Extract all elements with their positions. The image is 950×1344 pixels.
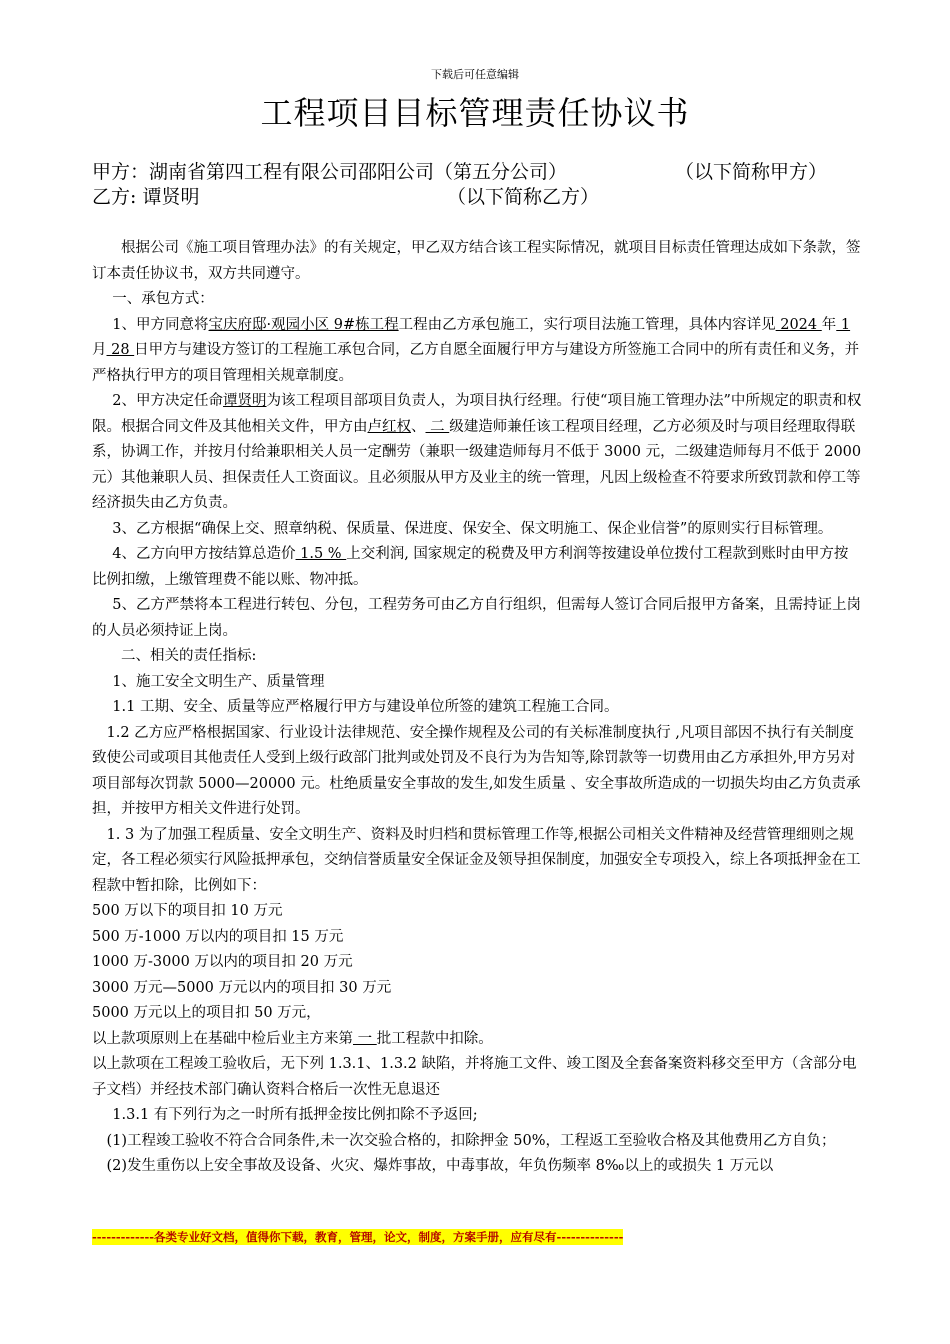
clause-2 — [92, 389, 862, 517]
item-1-3: 1. 3 为了加强工程质量、安全文明生产、资料及时归档和贯标管理工作等,根据公司相关文件精神及经营管理细则之规定，各工程必须实行风险抵押承包，交纳信誉质量安全保证金及领导担保制度，加强安全专项投入，综上各项抵押金在工程款中暂扣除，比例如下： — [92, 826, 861, 894]
forfeit-item-1: (1)工程竣工验收不符合合同条件,未一次交验合格的，扣除押金 50%，工程返工至验收合格及其他费用乙方自负； — [106, 1132, 836, 1149]
profit-rate: 1.5 % — [295, 546, 347, 562]
project-manager-name: 谭贤明 — [223, 393, 267, 409]
party-a-label: 甲方：湖南省第四工程有限公司邵阳公司（第五分公司） — [92, 161, 568, 183]
clause-2-text: 为该工程项目部项目负责人，为项目执行经理。行使“项目施工管理办法”中所规定的职责和权限。根据合同文件及其他相关文件，甲方由 — [92, 393, 862, 435]
contract-year: 2024 — [775, 316, 822, 333]
deposit-tier: 1000 万-3000 万以内的项目扣 20 万元 — [92, 954, 353, 970]
item-1-2: 1.2 乙方应严格根据国家、行业设计法律规范、安全操作规程及公司的有关标准制度执行 ,凡项目部因不执行有关制度致使公司或项目其他责任人受到上级行政部门批判或处罚及不良行为为告知等,除罚款等一切费用由乙方承担外,甲方另对项目部每次罚款 5000—20000 元。杜绝质量安全事故的发生,如发生质量 、安全事故所造成的一切损失均由乙方负责承担，并按甲方相关文件进行处罚。 — [92, 724, 861, 817]
party-a-abbr: （以下简称甲方） — [675, 161, 828, 183]
header-note: 下载后可任意编辑 — [431, 68, 519, 81]
footer-banner: -------------各类专业好文档，值得你下载，教育，管理，论文，制度，方案手册，应有尽有-------------- — [92, 1230, 624, 1244]
section-1-heading: 一、承包方式： — [112, 291, 214, 307]
deduction-text: 批工程款中扣除。 — [376, 1030, 493, 1047]
deduction-note — [92, 1027, 862, 1053]
agreement-body — [92, 236, 862, 1180]
clause-1-text: 月 — [92, 342, 107, 358]
engineer-name: 卢红权 — [367, 418, 411, 435]
item-1-3-1: 1.3.1 有下列行为之一时所有抵押金按比例扣除不予返回; — [112, 1107, 478, 1123]
clause-2-text: 、 — [411, 418, 426, 435]
deposit-tier: 3000 万元—5000 万元以内的项目扣 30 万元 — [92, 979, 392, 996]
section-2-heading: 二、相关的责任指标: — [121, 648, 257, 664]
deposit-tier: 500 万以下的项目扣 10 万元 — [92, 903, 283, 919]
intro-paragraph: 根据公司《施工项目管理办法》的有关规定，甲乙双方结合该工程实际情况，就项目目标责任管理达成如下条款，签订本责任协议书，双方共同遵守。 — [92, 240, 861, 282]
party-b-line — [92, 182, 600, 209]
contract-month: 1 — [836, 316, 851, 333]
party-a-line — [92, 157, 828, 184]
clause-3: 3、乙方根据“确保上交、照章纳税、保质量、保进度、保安全、保文明施工、保企业信誉”的原则实行目标管理。 — [112, 520, 833, 537]
contract-day: 28 — [106, 342, 135, 358]
clause-1 — [92, 313, 862, 390]
forfeit-item-2: (2)发生重伤以上安全事故及设备、火灾、爆炸事故，中毒事故，年负伤频率 8‰以上的或损失 1 万元以 — [106, 1158, 774, 1174]
clause-1-text: 工程由乙方承包施工，实行项目法施工管理，具体内容详见 — [398, 316, 776, 333]
clause-5: 5、乙方严禁将本工程进行转包、分包，工程劳务可由乙方自行组织，但需每人签订合同后报甲方备案，且需持证上岗的人员必须持证上岗。 — [92, 597, 862, 639]
party-b-abbr: （以下简称乙方） — [447, 186, 600, 208]
clause-1-text: 1、甲方同意将 — [112, 316, 209, 333]
deposit-tier: 5000 万元以上的项目扣 50 万元， — [92, 1005, 321, 1021]
engineer-grade: 二 — [425, 418, 450, 435]
clause-4-text: 上交利润, 国家规定的税费及甲方利润等按建设单位拨付工程款到账时由甲方按比例扣缴，上缴管理费不能以账、物冲抵。 — [92, 546, 849, 588]
party-b-label: 乙方: 谭贤明 — [92, 186, 200, 208]
clause-4-text: 4、乙方向甲方按结算总造价 — [112, 546, 296, 562]
clause-2-text: 2、甲方决定任命 — [112, 393, 224, 409]
project-name: 宝庆府邸·观园小区 9#栋工程 — [208, 316, 399, 333]
clause-2-text: 级建造师兼任该工程项目经理，乙方必须及时与项目经理取得联系，协调工作，并按月付给兼职相关人员一定酬劳（兼职一级建造师每月不低于 3000 元，二级建造师每月不低于 2000 元）其他兼职人员、担保责任人工资面议。且必须服从甲方及业主的统一管理，凡因上级检查不符要求所致罚款和停工等经济损失由乙方负责。 — [92, 418, 862, 511]
clause-1-text: 年 — [821, 316, 837, 333]
deduction-text: 以上款项原则上在基础中检后业主方来第 — [92, 1030, 353, 1047]
payment-batch: 一 — [353, 1030, 377, 1047]
subsection-1: 1、施工安全文明生产、质量管理 — [112, 673, 325, 690]
deposit-tier: 500 万-1000 万以内的项目扣 15 万元 — [92, 928, 344, 945]
item-1-1: 1.1 工期、安全、质量等应严格履行甲方与建设单位所签的建筑工程施工合同。 — [112, 699, 619, 715]
clause-1-text: 日甲方与建设方签订的工程施工承包合同，乙方自愿全面履行甲方与建设方所签施工合同中的所有责任和义务，并严格执行甲方的项目管理相关规章制度。 — [92, 342, 860, 384]
clause-4 — [92, 542, 862, 593]
refund-note: 以上款项在工程竣工验收后，无下列 1.3.1、1.3.2 缺陷，并将施工文件、竣工图及全套备案资料移交至甲方（含部分电子文档）并经技术部门确认资料合格后一次性无息退还 — [92, 1056, 857, 1098]
document-title: 工程项目目标管理责任协议书 — [260, 94, 690, 132]
